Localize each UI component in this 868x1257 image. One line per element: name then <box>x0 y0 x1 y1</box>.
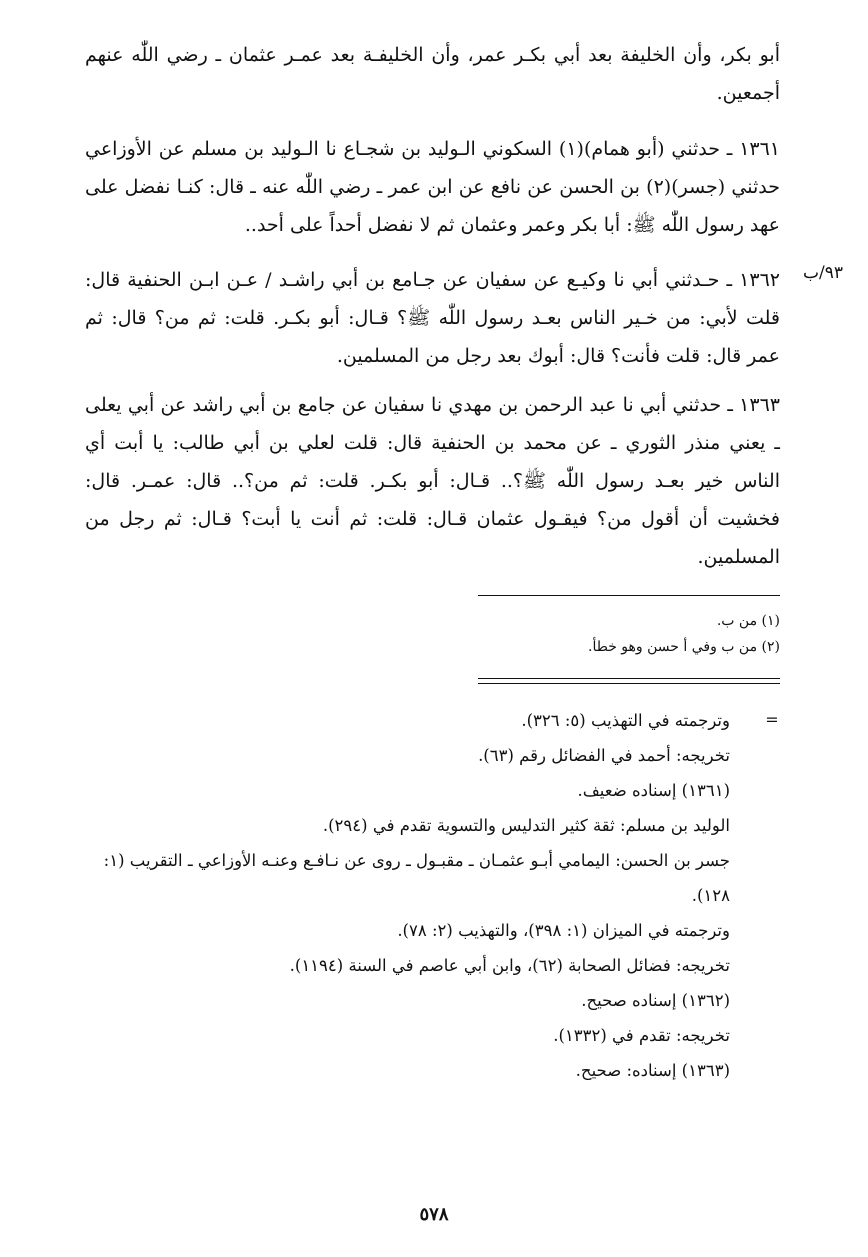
footnote-1: (١) من ب. <box>716 613 780 629</box>
paragraph-1363: ١٣٦٣ ـ حدثني أبي نا عبد الرحمن بن مهدي نا سفيان عن جامع بن أبي راشد عن أبي يعلى ـ يعني منذر الثوري ـ عن محمد بن الحنفية قال: قلت لعلي بن أبي طالب: يا أبت أي الناس خير بعـد رسول اللّٰه ﷺ؟.. قـال: أبو بكـر. قلت: ثم من؟.. قال: عمـر. قال: فخشيت أن أقول من؟ فيقـول عثمان قـال: قلت: ثم أنت يا أبت؟ قـال: ثم رجل من المسلمين. <box>85 394 780 568</box>
paragraph-1361: ١٣٦١ ـ حدثني (أبو همام)(١) السكوني الـوليد بن شجـاع نا الـوليد بن مسلم عن الأوزاعي حدثني (جسر)(٢) بن الحسن عن نافع عن ابن عمر ـ رضي اللّٰه عنه ـ قال: كنـا نفضل على عهد رسول اللّٰه ﷺ: أبا بكر وعمر وعثمان ثم لا نفضل أحداً على أحد.. <box>85 138 781 236</box>
paragraph-continuation: أبو بكر، وأن الخليفة بعد أبي بكـر عمر، وأن الخليفـة بعد عمـر عثمان ـ رضي اللّٰه عنهم أجمعين. <box>85 44 780 104</box>
commentary-line: جسر بن الحسن: اليمامي أبـو عثمـان ـ مقبـول ـ روى عن نـافـع وعنـه الأوزاعي ـ التقريب (١: ١٢٨). <box>103 851 730 905</box>
footnote-2: (٢) من ب وفي أ حسن وهو خطأ. <box>588 639 780 655</box>
hadith-1363 <box>85 386 780 576</box>
commentary-separator <box>478 678 780 684</box>
commentary-line: (١٣٦٢) إسناده صحيح. <box>581 991 730 1010</box>
footnotes <box>478 608 780 660</box>
commentary-line: الوليد بن مسلم: ثقة كثير التدليس والتسوية تقدم في (٢٩٤). <box>322 816 730 835</box>
commentary-line: وترجمته في التهذيب (٥: ٣٢٦). <box>521 711 730 730</box>
commentary-section <box>95 703 730 1088</box>
commentary-line: تخريجه: فضائل الصحابة (٦٢)، وابن أبي عاصم في السنة (١١٩٤). <box>289 956 730 975</box>
commentary-line: وترجمته في الميزان (١: ٣٩٨)، والتهذيب (٢: ٧٨). <box>397 921 730 940</box>
continuation-marker: = <box>765 710 779 729</box>
commentary-line: (١٣٦١) إسناده ضعيف. <box>577 781 730 800</box>
footnote-separator <box>478 595 780 596</box>
page-number: ٥٧٨ <box>419 1204 449 1225</box>
main-text-continuation <box>85 36 780 112</box>
hadith-1362 <box>85 261 780 375</box>
margin-folio-note: ٩٣/ب <box>803 263 843 283</box>
paragraph-1362: ١٣٦٢ ـ حـدثني أبي نا وكيـع عن سفيان عن جـامع بن أبي راشـد / عـن ابـن الحنفية قال: قلت لأبي: من خـير الناس بعـد رسول اللّٰه ﷺ؟ قـال: أبو بكـر. قلت: ثم من؟ قال: ثم عمر قال: قلت فأنت؟ قال: أبوك بعد رجل من المسلمين. <box>85 269 780 367</box>
commentary-line: تخريجه: أحمد في الفضائل رقم (٦٣). <box>478 746 730 765</box>
commentary-line: تخريجه: تقدم في (١٣٣٢). <box>553 1026 730 1045</box>
commentary-line: (١٣٦٣) إسناده: صحيح. <box>575 1061 730 1080</box>
hadith-1361 <box>85 130 780 244</box>
